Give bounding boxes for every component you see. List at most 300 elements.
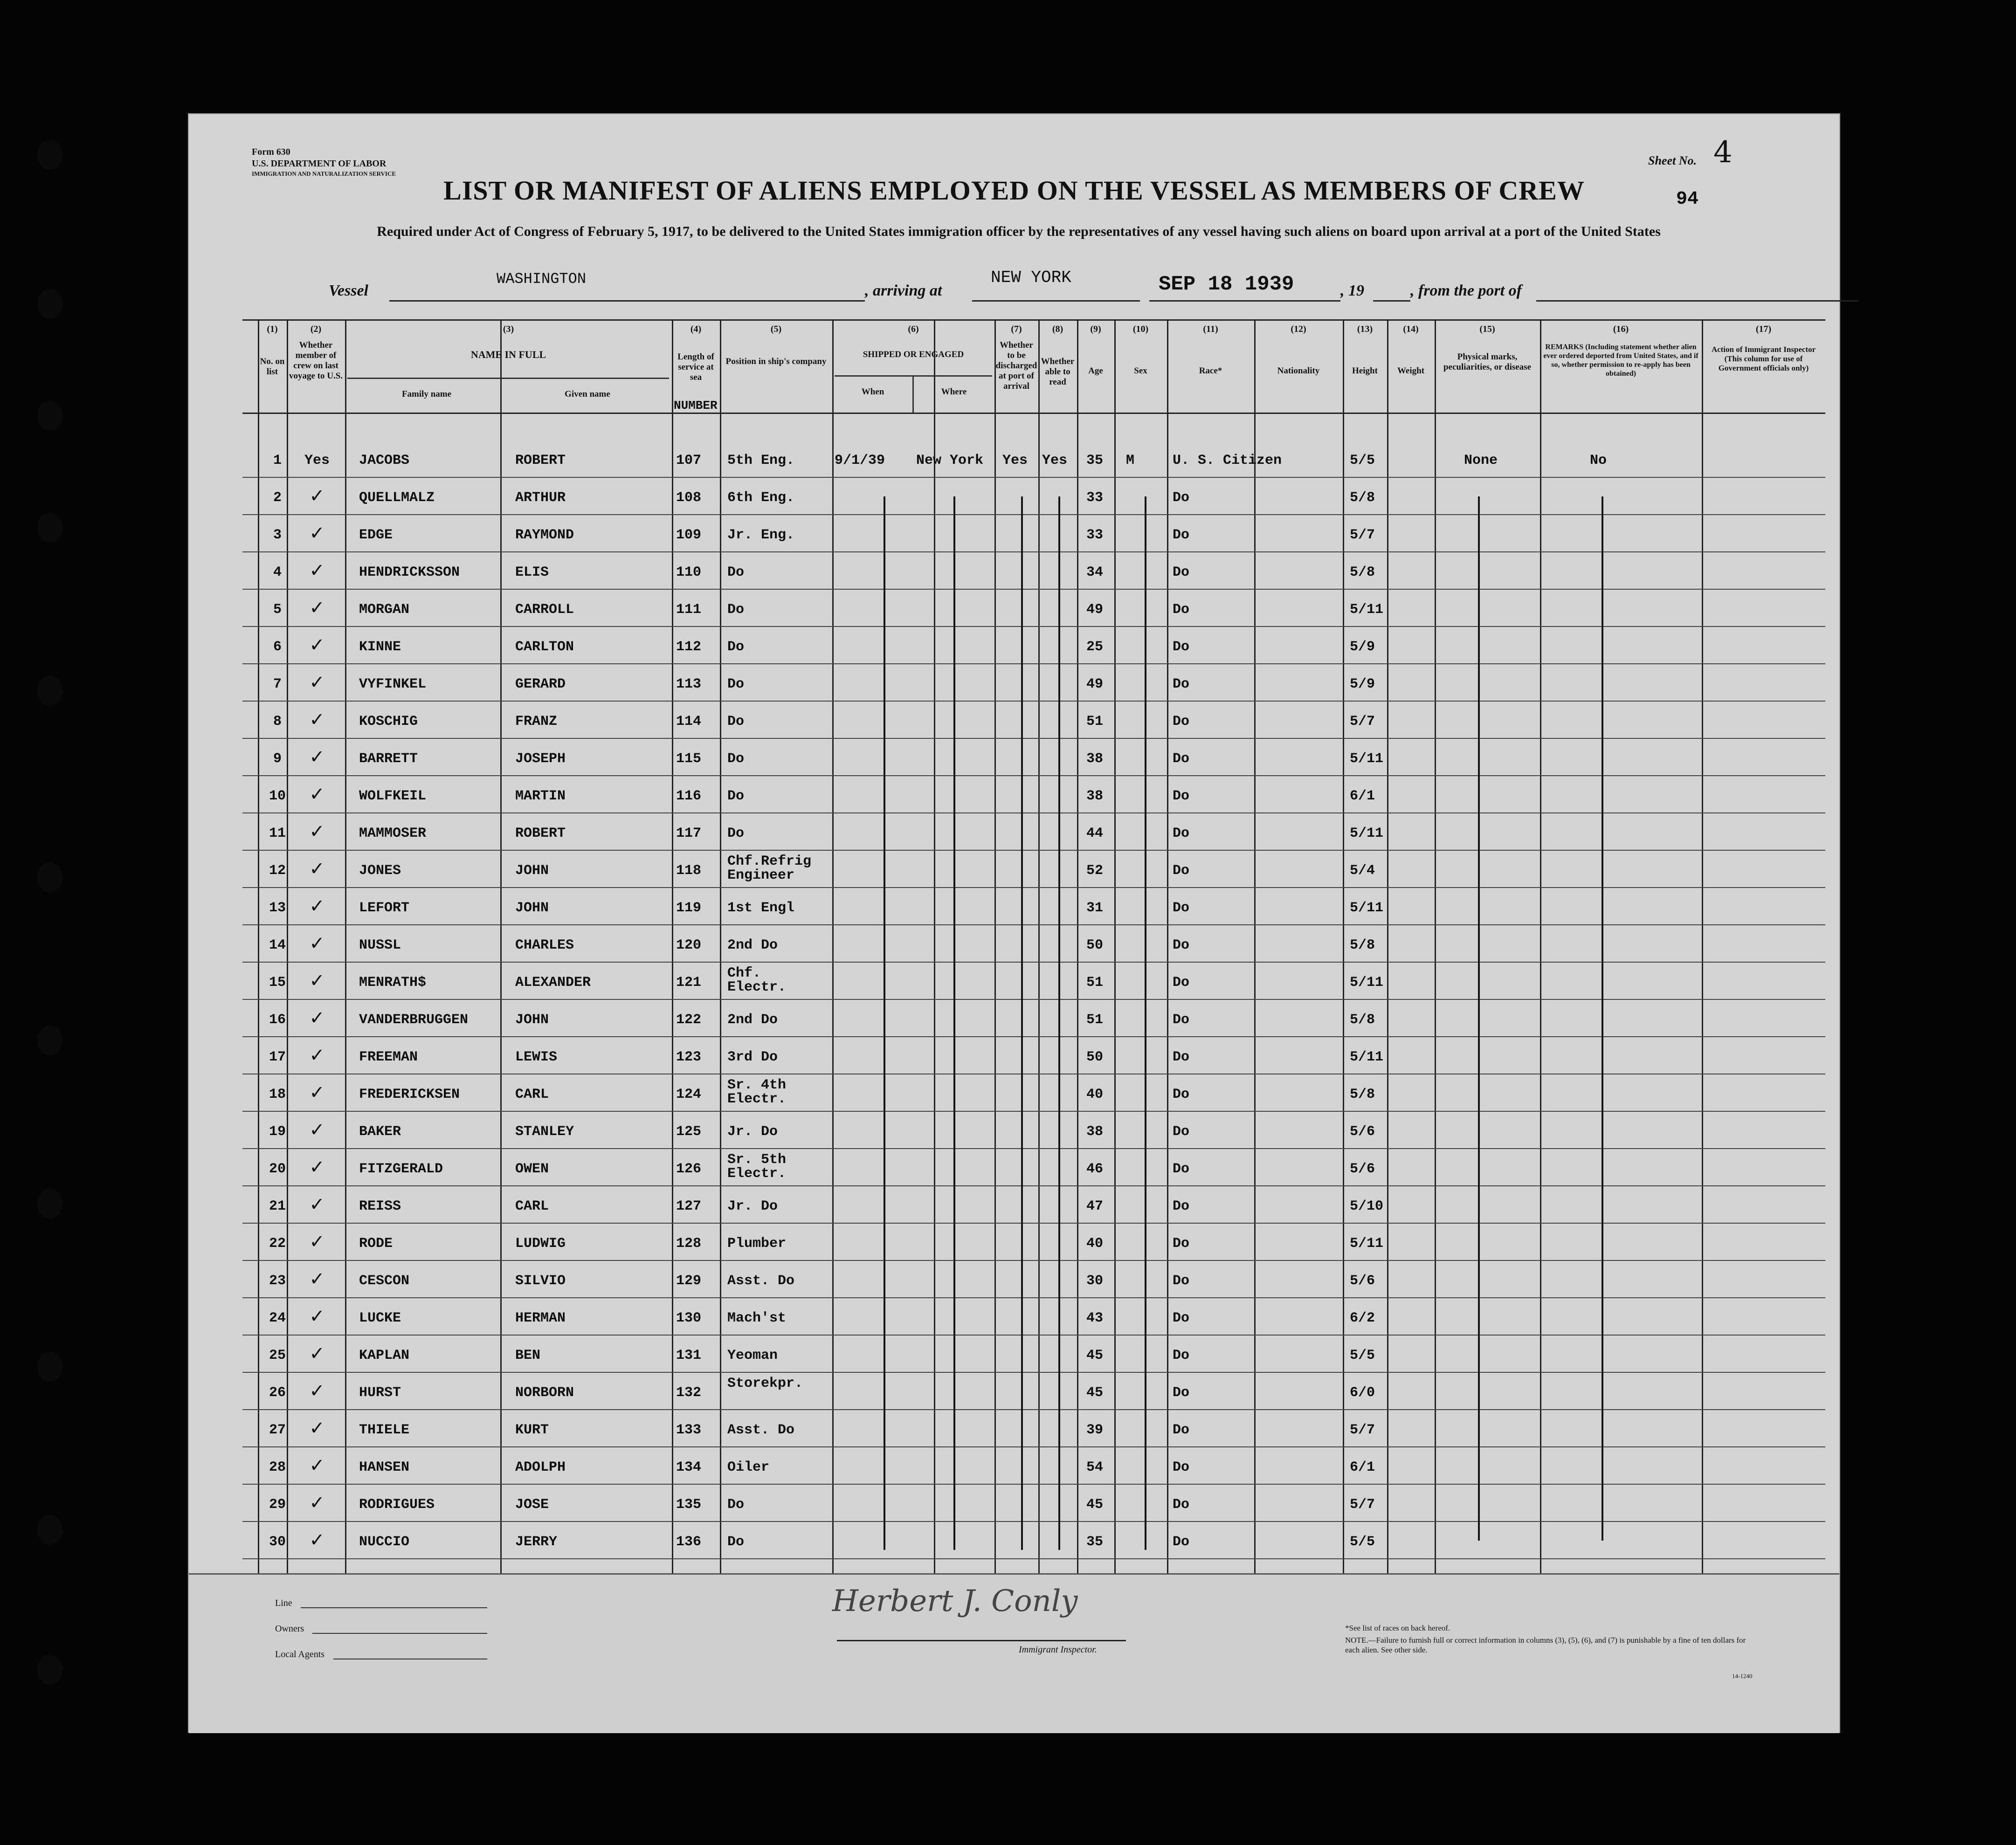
family-name: THIELE — [359, 1422, 410, 1438]
family-name: RODE — [359, 1236, 393, 1252]
col-num-11: (11) — [1203, 324, 1218, 334]
age: 30 — [1086, 1273, 1104, 1289]
service-number: 135 — [676, 1497, 702, 1513]
position: Do — [727, 1497, 745, 1513]
department-name: U.S. DEPARTMENT OF LABOR — [252, 158, 387, 169]
row-number: 24 — [269, 1310, 286, 1326]
previous-voyage-mark: ✓ — [309, 858, 325, 880]
col-num-13: (13) — [1357, 324, 1373, 334]
col-num-14: (14) — [1403, 324, 1419, 334]
position: Sr. 4th Electr. — [727, 1077, 787, 1107]
family-name: HANSEN — [359, 1459, 410, 1475]
given-name: JOSEPH — [515, 751, 566, 767]
height: 6/2 — [1350, 1310, 1375, 1326]
previous-voyage-mark: ✓ — [309, 1529, 325, 1551]
age: 51 — [1086, 975, 1104, 991]
col-num-2: (2) — [310, 324, 322, 334]
race: Do — [1173, 1422, 1190, 1438]
race: Do — [1173, 975, 1190, 991]
family-name: KAPLAN — [359, 1348, 410, 1363]
table-row — [189, 1224, 1839, 1261]
table-row — [189, 664, 1839, 702]
family-name: LUCKE — [359, 1310, 401, 1326]
sheet-label: Sheet No. — [1648, 154, 1697, 167]
height: 5/11 — [1350, 602, 1384, 618]
family-name: KOSCHIG — [359, 714, 418, 730]
height: 5/6 — [1350, 1273, 1375, 1289]
family-name: MAMMOSER — [359, 826, 427, 841]
table-row — [189, 702, 1839, 739]
family-name: CESCON — [359, 1273, 410, 1289]
race: U. S. Citizen — [1173, 453, 1282, 468]
col-num-7: (7) — [1011, 324, 1022, 334]
position: 2nd Do — [727, 1012, 778, 1028]
given-name: CHARLES — [515, 937, 574, 953]
age: 39 — [1086, 1422, 1104, 1438]
family-name: LEFORT — [359, 900, 410, 916]
height: 6/1 — [1350, 788, 1375, 804]
age: 43 — [1086, 1310, 1104, 1326]
given-name: CARLTON — [515, 639, 574, 655]
service-number: 134 — [676, 1459, 702, 1475]
previous-voyage-mark: ✓ — [309, 1194, 325, 1215]
name-header-rule — [347, 378, 669, 379]
binder-hole — [37, 513, 62, 543]
row-number: 30 — [269, 1534, 286, 1550]
previous-voyage-mark: ✓ — [309, 970, 325, 991]
height: 5/11 — [1350, 826, 1384, 841]
ditto-stroke — [1058, 496, 1060, 1550]
table-row — [189, 888, 1839, 925]
previous-voyage-mark: ✓ — [309, 746, 325, 768]
age: 40 — [1086, 1236, 1104, 1252]
row-number: 4 — [273, 565, 282, 580]
row-number: 28 — [269, 1459, 286, 1475]
given-name: ELIS — [515, 565, 549, 580]
owners-field — [312, 1633, 487, 1634]
binder-hole — [37, 1655, 62, 1685]
position: Mach'st — [727, 1310, 787, 1326]
previous-voyage-mark: ✓ — [309, 933, 325, 954]
date-line — [1149, 298, 1340, 302]
races-note: *See list of races on back hereof. — [1345, 1624, 1450, 1632]
col-header-previous-voyage: Whether member of crew on last voyage to U.S. — [289, 340, 343, 381]
manifest-footer — [189, 1573, 1839, 1733]
col-header-shipped: SHIPPED OR ENGAGED — [863, 350, 964, 359]
col-header-no: No. on list — [260, 357, 285, 377]
table-row — [189, 963, 1839, 1000]
service-number: 119 — [676, 900, 702, 916]
given-name: ROBERT — [515, 826, 566, 841]
ditto-stroke — [1478, 496, 1480, 1541]
service-number: 132 — [676, 1385, 702, 1401]
from-port-label: , from the port of — [1410, 282, 1522, 299]
previous-voyage-mark: ✓ — [309, 1492, 325, 1514]
col-num-4: (4) — [690, 324, 702, 334]
age: 49 — [1086, 602, 1104, 618]
form-code: 14-1240 — [1732, 1673, 1753, 1680]
table-row — [189, 1037, 1839, 1074]
previous-voyage-mark: ✓ — [309, 1268, 325, 1290]
age: 38 — [1086, 788, 1104, 804]
family-name: VANDERBRUGGEN — [359, 1012, 469, 1028]
previous-voyage-mark: ✓ — [309, 523, 325, 544]
previous-voyage-mark: ✓ — [309, 1343, 325, 1364]
position: 5th Eng. — [727, 453, 795, 468]
arrival-date: SEP 18 1939 — [1159, 273, 1294, 296]
previous-voyage-mark: ✓ — [309, 560, 325, 581]
previous-voyage-mark: ✓ — [309, 709, 325, 730]
page-number: 94 — [1676, 189, 1699, 210]
crew-table-body — [189, 441, 1839, 1559]
sheet-number: 4 — [1713, 135, 1733, 170]
col-num-17: (17) — [1755, 324, 1772, 334]
race: Do — [1173, 1236, 1190, 1252]
height: 5/10 — [1350, 1198, 1384, 1214]
previous-voyage-mark: ✓ — [309, 485, 325, 507]
race: Do — [1173, 1087, 1190, 1102]
sex: M — [1126, 453, 1135, 468]
service-number: 124 — [676, 1087, 702, 1102]
arrival-port: NEW YORK — [991, 268, 1071, 287]
position: Do — [727, 1534, 745, 1550]
position: Do — [727, 826, 745, 841]
col-header-number: NUMBER — [674, 399, 718, 413]
line-field — [301, 1607, 487, 1608]
col-header-remarks: REMARKS (Including statement whether alien ever ordered deported from United States, and if so, whether permission to re-apply has been obtained) — [1543, 343, 1698, 378]
height: 5/11 — [1350, 975, 1384, 991]
height: 5/8 — [1350, 937, 1375, 953]
table-row — [189, 1112, 1839, 1149]
service-number: 111 — [676, 602, 702, 618]
family-name: JACOBS — [359, 453, 410, 468]
position: Do — [727, 676, 745, 692]
col-num-3: (3) — [503, 324, 514, 334]
race: Do — [1173, 1049, 1190, 1065]
table-row — [189, 1522, 1839, 1559]
table-row — [189, 1149, 1839, 1186]
race: Do — [1173, 900, 1190, 916]
col-header-inspector-action: Action of Immigrant Inspector (This column for use of Government officials only) — [1711, 345, 1816, 372]
height: 5/7 — [1350, 1497, 1375, 1513]
table-row — [189, 776, 1839, 813]
given-name: MARTIN — [515, 788, 566, 804]
table-row — [189, 925, 1839, 963]
table-row — [189, 1186, 1839, 1224]
col-header-age: Age — [1088, 366, 1103, 376]
previous-voyage-mark: ✓ — [309, 784, 325, 805]
remarks: No — [1590, 453, 1607, 468]
signature-line — [837, 1640, 1126, 1641]
able-to-read: Yes — [1042, 453, 1068, 468]
family-name: RODRIGUES — [359, 1497, 435, 1513]
family-name: REISS — [359, 1198, 401, 1214]
table-row — [189, 1373, 1839, 1410]
previous-voyage-mark: ✓ — [309, 1119, 325, 1141]
position: Do — [727, 639, 745, 655]
given-name: JERRY — [515, 1534, 558, 1550]
vessel-line — [389, 298, 865, 302]
binder-hole — [37, 862, 62, 892]
port-line — [972, 298, 1140, 302]
given-name: HERMAN — [515, 1310, 566, 1326]
position: 6th Eng. — [727, 490, 795, 506]
inspector-label: Immigrant Inspector. — [1019, 1645, 1097, 1655]
age: 44 — [1086, 826, 1104, 841]
given-name: KURT — [515, 1422, 549, 1438]
age: 50 — [1086, 937, 1104, 953]
table-row — [189, 552, 1839, 590]
binder-hole — [37, 1352, 62, 1382]
row-number: 5 — [273, 602, 282, 618]
service-number: 125 — [676, 1124, 702, 1140]
row-number: 13 — [269, 900, 286, 916]
family-name: MORGAN — [359, 602, 410, 618]
row-number: 26 — [269, 1385, 286, 1401]
service-number: 129 — [676, 1273, 702, 1289]
height: 5/9 — [1350, 676, 1375, 692]
position: Do — [727, 751, 745, 767]
ditto-stroke — [884, 496, 885, 1550]
age: 49 — [1086, 676, 1104, 692]
race: Do — [1173, 863, 1190, 879]
position: Plumber — [727, 1236, 787, 1252]
given-name: ROBERT — [515, 453, 566, 468]
col-header-when: When — [861, 387, 884, 397]
previous-voyage-mark: ✓ — [309, 895, 325, 917]
table-row — [189, 1074, 1839, 1112]
given-name: ARTHUR — [515, 490, 566, 506]
previous-voyage-mark: ✓ — [309, 1007, 325, 1029]
row-number: 29 — [269, 1497, 286, 1513]
family-name: BAKER — [359, 1124, 401, 1140]
height: 5/7 — [1350, 527, 1375, 543]
service-number: 136 — [676, 1534, 702, 1550]
given-name: LUDWIG — [515, 1236, 566, 1252]
family-name: NUCCIO — [359, 1534, 410, 1550]
col-num-8: (8) — [1052, 324, 1063, 334]
family-name: NUSSL — [359, 937, 401, 953]
service-number: 126 — [676, 1161, 702, 1177]
age: 25 — [1086, 639, 1104, 655]
service-number: 115 — [676, 751, 702, 767]
race: Do — [1173, 565, 1190, 580]
given-name: RAYMOND — [515, 527, 574, 543]
given-name: SILVIO — [515, 1273, 566, 1289]
service-number: 109 — [676, 527, 702, 543]
age: 51 — [1086, 1012, 1104, 1028]
position: Do — [727, 602, 745, 618]
age: 38 — [1086, 1124, 1104, 1140]
col-header-physical-marks: Physical marks, peculiarities, or disease — [1443, 352, 1532, 372]
col-num-15: (15) — [1479, 324, 1495, 334]
service-number: 133 — [676, 1422, 702, 1438]
binder-hole — [37, 1515, 62, 1545]
vessel-label: Vessel — [329, 282, 368, 299]
shipped-where: New York — [916, 453, 984, 468]
height: 5/7 — [1350, 1422, 1375, 1438]
service-number: 130 — [676, 1310, 702, 1326]
col-header-race: Race* — [1199, 366, 1222, 376]
row-number: 7 — [273, 676, 282, 692]
row-number: 19 — [269, 1124, 286, 1140]
race: Do — [1173, 826, 1190, 841]
binder-hole — [37, 1189, 62, 1219]
table-row — [189, 739, 1839, 776]
previous-voyage-mark: ✓ — [309, 1380, 325, 1402]
col-header-position: Position in ship's company — [725, 357, 827, 366]
row-number: 20 — [269, 1161, 286, 1177]
race: Do — [1173, 1161, 1190, 1177]
service-number: 108 — [676, 490, 702, 506]
height: 5/8 — [1350, 1087, 1375, 1102]
binder-hole — [37, 676, 62, 706]
row-number: 16 — [269, 1012, 286, 1028]
col-header-height: Height — [1352, 366, 1378, 376]
row-number: 23 — [269, 1273, 286, 1289]
row-number: 25 — [269, 1348, 286, 1363]
age: 45 — [1086, 1497, 1104, 1513]
height: 6/1 — [1350, 1459, 1375, 1475]
table-row — [189, 627, 1839, 664]
shipped-when: 9/1/39 — [835, 453, 885, 468]
col-num-12: (12) — [1291, 324, 1306, 334]
manifest-sheet — [189, 114, 1839, 1732]
family-name: BARRETT — [359, 751, 418, 767]
col-num-10: (10) — [1132, 324, 1149, 334]
family-name: VYFINKEL — [359, 676, 427, 692]
table-header-rule — [242, 413, 1825, 414]
given-name: STANLEY — [515, 1124, 574, 1140]
height: 5/9 — [1350, 639, 1375, 655]
race: Do — [1173, 1310, 1190, 1326]
ditto-stroke — [1021, 496, 1023, 1550]
service-number: 120 — [676, 937, 702, 953]
family-name: WOLFKEIL — [359, 788, 427, 804]
col-header-discharged: Whether to be discharged at port of arrival — [995, 340, 1037, 391]
row-number: 6 — [273, 639, 282, 655]
race: Do — [1173, 1012, 1190, 1028]
position: Asst. Do — [727, 1422, 795, 1438]
table-row — [189, 1000, 1839, 1037]
row-number: 3 — [273, 527, 282, 543]
table-row — [189, 851, 1839, 888]
service-number: 122 — [676, 1012, 702, 1028]
table-row — [189, 441, 1839, 478]
ditto-stroke — [953, 496, 955, 1550]
age: 51 — [1086, 714, 1104, 730]
row-number: 12 — [269, 863, 286, 879]
given-name: JOSE — [515, 1497, 549, 1513]
height: 5/8 — [1350, 490, 1375, 506]
from-port-line — [1536, 298, 1858, 302]
given-name: JOHN — [515, 900, 549, 916]
position: Jr. Do — [727, 1124, 778, 1140]
previous-voyage-mark: ✓ — [309, 634, 325, 656]
service-number: 128 — [676, 1236, 702, 1252]
height: 6/0 — [1350, 1385, 1375, 1401]
race: Do — [1173, 527, 1190, 543]
race: Do — [1173, 1348, 1190, 1363]
height: 5/11 — [1350, 751, 1384, 767]
col-header-length-of-service: Length of service at sea — [677, 352, 714, 382]
age: 46 — [1086, 1161, 1104, 1177]
family-name: JONES — [359, 863, 401, 879]
local-agents-label: Local Agents — [275, 1649, 325, 1659]
given-name: ALEXANDER — [515, 975, 591, 991]
col-num-1: (1) — [267, 324, 278, 334]
col-num-6: (6) — [908, 324, 919, 334]
given-name: OWEN — [515, 1161, 549, 1177]
row-number: 2 — [273, 490, 282, 506]
previous-voyage-mark: ✓ — [309, 1306, 325, 1327]
service-name: IMMIGRATION AND NATURALIZATION SERVICE — [252, 170, 396, 177]
family-name: KINNE — [359, 639, 401, 655]
service-number: 110 — [676, 565, 702, 580]
page-title: LIST OR MANIFEST OF ALIENS EMPLOYED ON THE VESSEL AS MEMBERS OF CREW — [443, 175, 1585, 206]
race: Do — [1173, 1459, 1190, 1475]
service-number: 127 — [676, 1198, 702, 1214]
height: 5/6 — [1350, 1124, 1375, 1140]
col-num-9: (9) — [1090, 324, 1101, 334]
service-number: 131 — [676, 1348, 702, 1363]
race: Do — [1173, 676, 1190, 692]
row-number: 27 — [269, 1422, 286, 1438]
previous-voyage-mark: ✓ — [309, 1045, 325, 1066]
row-rule — [242, 1558, 1825, 1559]
table-row — [189, 478, 1839, 515]
age: 45 — [1086, 1385, 1104, 1401]
table-row — [189, 1336, 1839, 1373]
previous-voyage-mark: ✓ — [309, 1157, 325, 1178]
race: Do — [1173, 714, 1190, 730]
race: Do — [1173, 602, 1190, 618]
family-name: MENRATH$ — [359, 975, 427, 991]
family-name: EDGE — [359, 527, 393, 543]
row-number: 10 — [269, 788, 286, 804]
age: 40 — [1086, 1087, 1104, 1102]
table-row — [189, 1261, 1839, 1298]
position: 3rd Do — [727, 1049, 778, 1065]
position: Asst. Do — [727, 1273, 795, 1289]
height: 5/5 — [1350, 453, 1375, 468]
position: Chf.Refrig Engineer — [727, 854, 812, 883]
height: 5/11 — [1350, 1049, 1384, 1065]
table-row — [189, 515, 1839, 552]
position: Sr. 5th Electr. — [727, 1152, 787, 1182]
table-row — [189, 1485, 1839, 1522]
age: 33 — [1086, 490, 1104, 506]
binder-hole — [37, 140, 62, 170]
race: Do — [1173, 751, 1190, 767]
height: 5/4 — [1350, 863, 1375, 879]
position: Chf. Electr. — [727, 965, 787, 995]
previous-voyage-mark: ✓ — [309, 821, 325, 842]
race: Do — [1173, 1198, 1190, 1214]
service-number: 117 — [676, 826, 702, 841]
race: Do — [1173, 937, 1190, 953]
race: Do — [1173, 788, 1190, 804]
service-number: 116 — [676, 788, 702, 804]
page-subtitle: Required under Act of Congress of February 5, 1917, to be delivered to the United States immigration officer by the representatives of any vessel having such aliens on board upon arrival at a port of the United States — [377, 224, 1661, 239]
row-number: 21 — [269, 1198, 286, 1214]
age: 45 — [1086, 1348, 1104, 1363]
col-header-given-name: Given name — [565, 389, 610, 399]
col-num-16: (16) — [1613, 324, 1629, 334]
race: Do — [1173, 490, 1190, 506]
position: Do — [727, 565, 745, 580]
given-name: CARL — [515, 1087, 549, 1102]
